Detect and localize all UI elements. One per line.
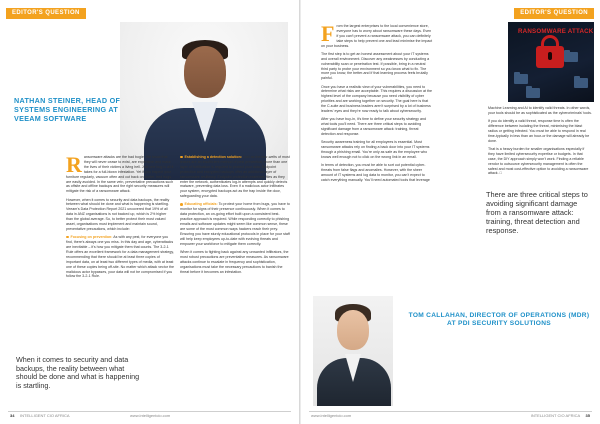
paragraph: Security awareness training for all employees is essential. Most ransomware attacks rely on finding a back door into your IT systems through a phishing email. You're only as safe as the employee who knows well enough not to click on the wrong link in an email.	[321, 140, 430, 159]
footer-brand: INTELLIGENT CIO AFRICA	[530, 413, 580, 418]
paragraph: That is a heavy burden for smaller organisations especially if they have limited cybersecurity expertise or budgets. In that case, the DIY approach simply won't work. Finding a reliable vendor to outsource cybersecurity management is often the safest and most cost-effective option to avoiding a ransomware attack. □	[488, 146, 589, 176]
section-tag: EDITOR'S QUESTION	[514, 8, 594, 19]
footer	[531, 413, 590, 418]
dropcap: R	[66, 152, 82, 177]
page-number: 35	[585, 413, 590, 418]
right-page	[301, 0, 600, 424]
folder-icon	[526, 88, 540, 98]
folder-icon	[574, 78, 588, 88]
paragraph: However, when it comes to security and data backups, the reality between what should be done and what is happening is startling. Veeam's Data Protection Report 2021 uncovered that 19% of all data in ANZ organisations is not backed up, which is 2% higher than the global average. So, to better protect their most valued asset, organisations must implement and maintain sound, preventative precautions, which include:	[66, 197, 170, 231]
lock-keyhole	[548, 52, 552, 60]
paragraph: rom the largest enterprises to the local convenience store, everyone has to worry about ransomware these days. Even if you can't prevent a ransomware attack, you can definitely take steps to help prevent one and lead minimise the impact on your business.	[321, 24, 433, 48]
footer-rule	[8, 411, 291, 412]
folder-icon	[564, 52, 578, 62]
paragraph: When it comes to fighting back against any unwanted infiltrators, the most robust precautions are preventative measures. As ransomware attacks continue to escalate in frequency and sophistication, organisations must take the necessary precautions to banish the threat before it becomes an infestation.	[180, 249, 289, 274]
author-name-title: NATHAN STEINER, HEAD OF SYSTEMS ENGINEERING AT VEEAM SOFTWARE	[14, 96, 121, 123]
paragraph: After you have buy-in, it's time to define your security strategy and what tools you'll need. There are three critical steps to avoiding significant damage from a ransomware attack: training, threat detection and response.	[321, 117, 426, 137]
portrait-photo	[313, 296, 393, 406]
section-tag: EDITOR'S QUESTION	[6, 8, 86, 19]
pull-quote: There are three critical steps to avoiding significant damage from a ransomware attack: training, threat detection and response.	[486, 190, 588, 235]
bullet-icon	[180, 203, 183, 206]
footer-brand: INTELLIGENT CIO AFRICA	[20, 413, 70, 418]
right-column-1	[321, 21, 433, 186]
dropcap: F	[321, 21, 335, 46]
bullet-text: As with any pest, for everyone you find, there's always one you miss. In this day and age, cyberattacks are inevitable – it's how you mitigate them that counts. The 3-2-1 Rule offers an excellent framework for a data management strategy, recommending that there should be at least three copies of important data, on at least two different types of media, with at least one of these copies being off-site. No matter which attack vector the malicious actor bypasses, your data will not be compromised if you follow the 3-2-1 Rule.	[66, 235, 175, 279]
paragraph: If you do identify a valid threat, response time is often the difference between isolating the threat, minimising the blast radius or getting infected. You must be able to respond in real time-typically in less than an hour-or the damage will already be done.	[488, 119, 590, 143]
paragraph: Once you have a realistic view of your vulnerabilities, you need to determine what risks are acceptable. This requires a discussion at the highest level of the company because you need visibility of cyber priorities and are working together on security. The goal here is that the C-suite and business leaders aren't surprised by a lot of business leaders' eyes and they're now ready to talk about cybersecurity.	[321, 84, 432, 114]
bullet-text: Just as the tear-welts of most leases are an insufficient method of pest prevention, more than one layer of fortification is required to protect your data. Endpoint protection and encrypted backups offer an additional layer of ransomware resiliency. Endpoint protection examines files as they enter the network, authenticates log-in attempts and quickly detects malware, preventing data loss. Even if a malicious actor infiltrates your system, encrypted backups act as the trap inside the door, safeguarding your data.	[180, 155, 290, 199]
page-number: 34	[10, 413, 15, 418]
bullet-icon	[66, 236, 69, 239]
right-column-2	[488, 106, 592, 180]
bullet-icon	[180, 156, 183, 159]
bullet-text: To protect your home from bugs, you have to monitor for signs of their presence continuously. When it comes to data protection, an on-going effort built upon a consistent best-practice approach is required. While responding correctly to phishing emails and software updates might seem like common sense, these are some of the most common ways hackers reach their prey. Ensuring you have sturdy educational protocols in place for your staff will help keep employees up-to-date with evolving threats and empower your workforce to mitigate them correctly.	[180, 202, 290, 246]
bullet-heading: Educating officials:	[184, 202, 218, 207]
footer	[10, 413, 70, 418]
footer-rule	[309, 411, 592, 412]
paragraph: In terms of detection, you must be able to sort out potential cyber-threats from false flags and anomalies. However, with the sheer amount of IT systems and log data to monitor, you can't expect to catch everything manually. You'll need automated tools that leverage	[321, 163, 430, 182]
footer-url[interactable]: www.intelligentcio.com	[130, 413, 171, 418]
ransomware-title: RANSOMWARE ATTACK	[518, 28, 594, 35]
footer-url[interactable]: www.intelligentcio.com	[311, 413, 352, 418]
bullet-heading: Establishing a detection solution:	[184, 155, 243, 159]
paragraph: ansomware attacks are the bad bogie. We know that they will never cease to exist, are expensive and make the lives of their victims a living hell. Just one bug is all it takes for a full-blown infestation. Yet if you inspect your furniture regularly, vacuum often and cut back on clutter, bed bugs are easily avoided. In the same vein, preventative precautions such as offsite and offline backups and the right security measures will mitigate the risk of a ransomware attack.	[66, 155, 174, 194]
left-column-1	[66, 152, 175, 283]
author-name-title: TOM CALLAHAN, DIRECTOR OF OPERATIONS (MDR) AT PDI SECURITY SOLUTIONS	[408, 312, 590, 328]
pull-quote: When it comes to security and data backups, the reality between what should be done and what is happening is startling.	[16, 355, 140, 390]
bullet-heading: Focusing on prevention:	[70, 235, 113, 240]
left-column-2	[180, 155, 290, 278]
folder-icon	[514, 74, 528, 84]
paragraph: Machine Learning and AI to identify valid threats. In other words, your tools should be as sophisticated as the cybercriminals' tools.	[488, 106, 592, 115]
paragraph: The first step is to get an honest assessment about your IT systems and overall environment. Discover any weaknesses by conducting a vulnerability scan or penetration test. If possible, bring in a neutral third party to probe your environment so you know what to fix. The more you know, the better-and if that learning process feels brutally painful.	[321, 51, 430, 81]
ransomware-image	[508, 22, 594, 102]
left-page	[0, 0, 299, 424]
